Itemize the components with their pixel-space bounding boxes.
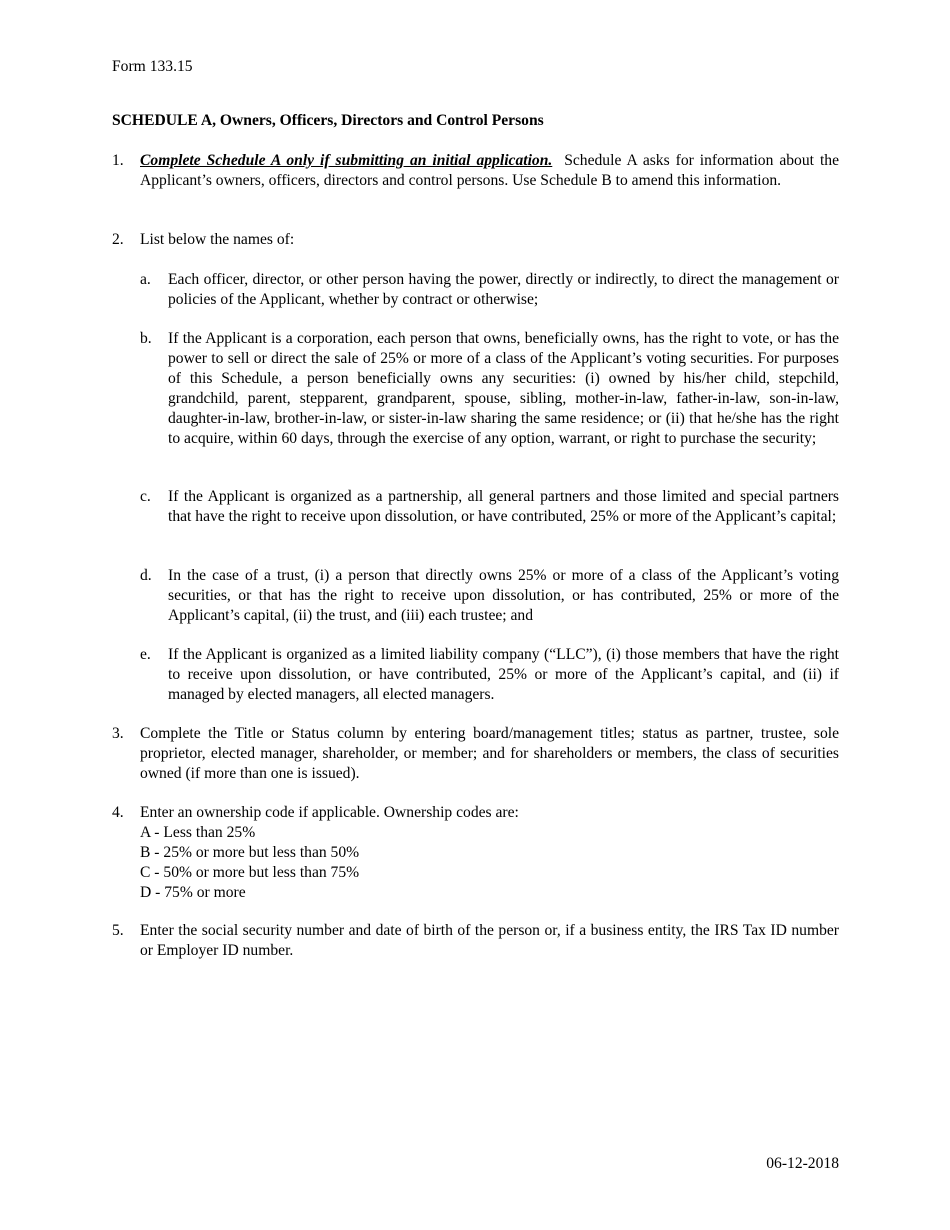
sub-item-d bbox=[140, 566, 839, 626]
item-body bbox=[140, 803, 839, 903]
sub-item-c bbox=[140, 487, 839, 527]
sub-item-letter: b. bbox=[140, 330, 152, 347]
ownership-code-c: C - 50% or more but less than 75% bbox=[140, 863, 360, 881]
item-number: 1. bbox=[112, 152, 124, 169]
sub-item-text: If the Applicant is a corporation, each person that owns, beneficially owns, has the right to vote, or has the power to sell or direct the sale of 25% or more of a class of the Applicant’s voting securities. For purposes of this Schedule, a person beneficially owns any securities: (i) owned by his/her child, stepchild, grandchild, parent, stepparent, grandparent, spouse, sibling, mother-in-law, father-in-law, son-in-law, daughter-in-law, brother-in-law, or sister-in-law sharing the same residence; or (ii) that he/she has the right to acquire, within 60 days, through the exercise of any option, warrant, or right to purchase the security; bbox=[168, 330, 839, 447]
item-text: Complete the Title or Status column by entering board/management titles; status as partner, trustee, sole proprietor, elected manager, shareholder, or member; and for shareholders or members, the class of securities owned (if more than one is issued). bbox=[140, 725, 839, 782]
sub-item-text: If the Applicant is organized as a partnership, all general partners and those limited and special partners that have the right to receive upon dissolution, or have contributed, 25% or more of the Applicant’s capital; bbox=[168, 488, 839, 525]
item-body bbox=[140, 151, 839, 191]
sub-item-b bbox=[140, 329, 839, 448]
item-text: Enter the social security number and date of birth of the person or, if a business entity, the IRS Tax ID number or Employer ID number. bbox=[140, 922, 839, 959]
item-number: 4. bbox=[112, 804, 124, 821]
sub-item-letter: e. bbox=[140, 646, 151, 663]
instruction-item-5 bbox=[112, 921, 839, 961]
item-text: Enter an ownership code if applicable. Ownership codes are: bbox=[140, 804, 519, 821]
instruction-item-3 bbox=[112, 724, 839, 784]
item-number: 3. bbox=[112, 725, 124, 742]
sub-item-text: If the Applicant is organized as a limited liability company (“LLC”), (i) those members that have the right to receive upon dissolution, or have contributed, 25% or more of the Applicant’s capital, and (ii) if managed by elected managers, all elected managers. bbox=[168, 646, 839, 703]
ownership-code-a: A - Less than 25% bbox=[140, 823, 256, 841]
sub-item-e bbox=[140, 645, 839, 705]
sub-item-text: Each officer, director, or other person having the power, directly or indirectly, to direct the management or policies of the Applicant, whether by contract or otherwise; bbox=[168, 271, 839, 308]
ownership-code-d: D - 75% or more bbox=[140, 883, 246, 901]
item-text: List below the names of: bbox=[140, 231, 295, 248]
ownership-code-b: B - 25% or more but less than 50% bbox=[140, 843, 360, 861]
sub-item-a bbox=[140, 270, 839, 310]
instruction-item-1 bbox=[112, 151, 839, 191]
item-number: 5. bbox=[112, 922, 124, 939]
sub-item-letter: c. bbox=[140, 488, 151, 505]
form-number: Form 133.15 bbox=[112, 58, 193, 75]
instruction-item-2 bbox=[112, 230, 839, 250]
schedule-title: SCHEDULE A, Owners, Officers, Directors and Control Persons bbox=[112, 112, 544, 129]
sub-item-letter: d. bbox=[140, 567, 152, 584]
instruction-item-4 bbox=[112, 803, 839, 903]
item-emphasis: Complete Schedule A only if submitting an initial application. bbox=[140, 152, 553, 169]
revision-date: 06-12-2018 bbox=[766, 1155, 839, 1172]
item-text: Schedule A asks for information about the Applicant’s owners, officers, directors and control persons. Use Schedule B to amend this information. bbox=[140, 152, 839, 189]
item-number: 2. bbox=[112, 231, 124, 248]
sub-item-text: In the case of a trust, (i) a person that directly owns 25% or more of a class of the Applicant’s voting securities, or that has the right to receive upon dissolution, or has contributed, 25% or more of the Applicant’s capital, (ii) the trust, and (iii) each trustee; and bbox=[168, 567, 839, 624]
sub-item-letter: a. bbox=[140, 271, 151, 288]
